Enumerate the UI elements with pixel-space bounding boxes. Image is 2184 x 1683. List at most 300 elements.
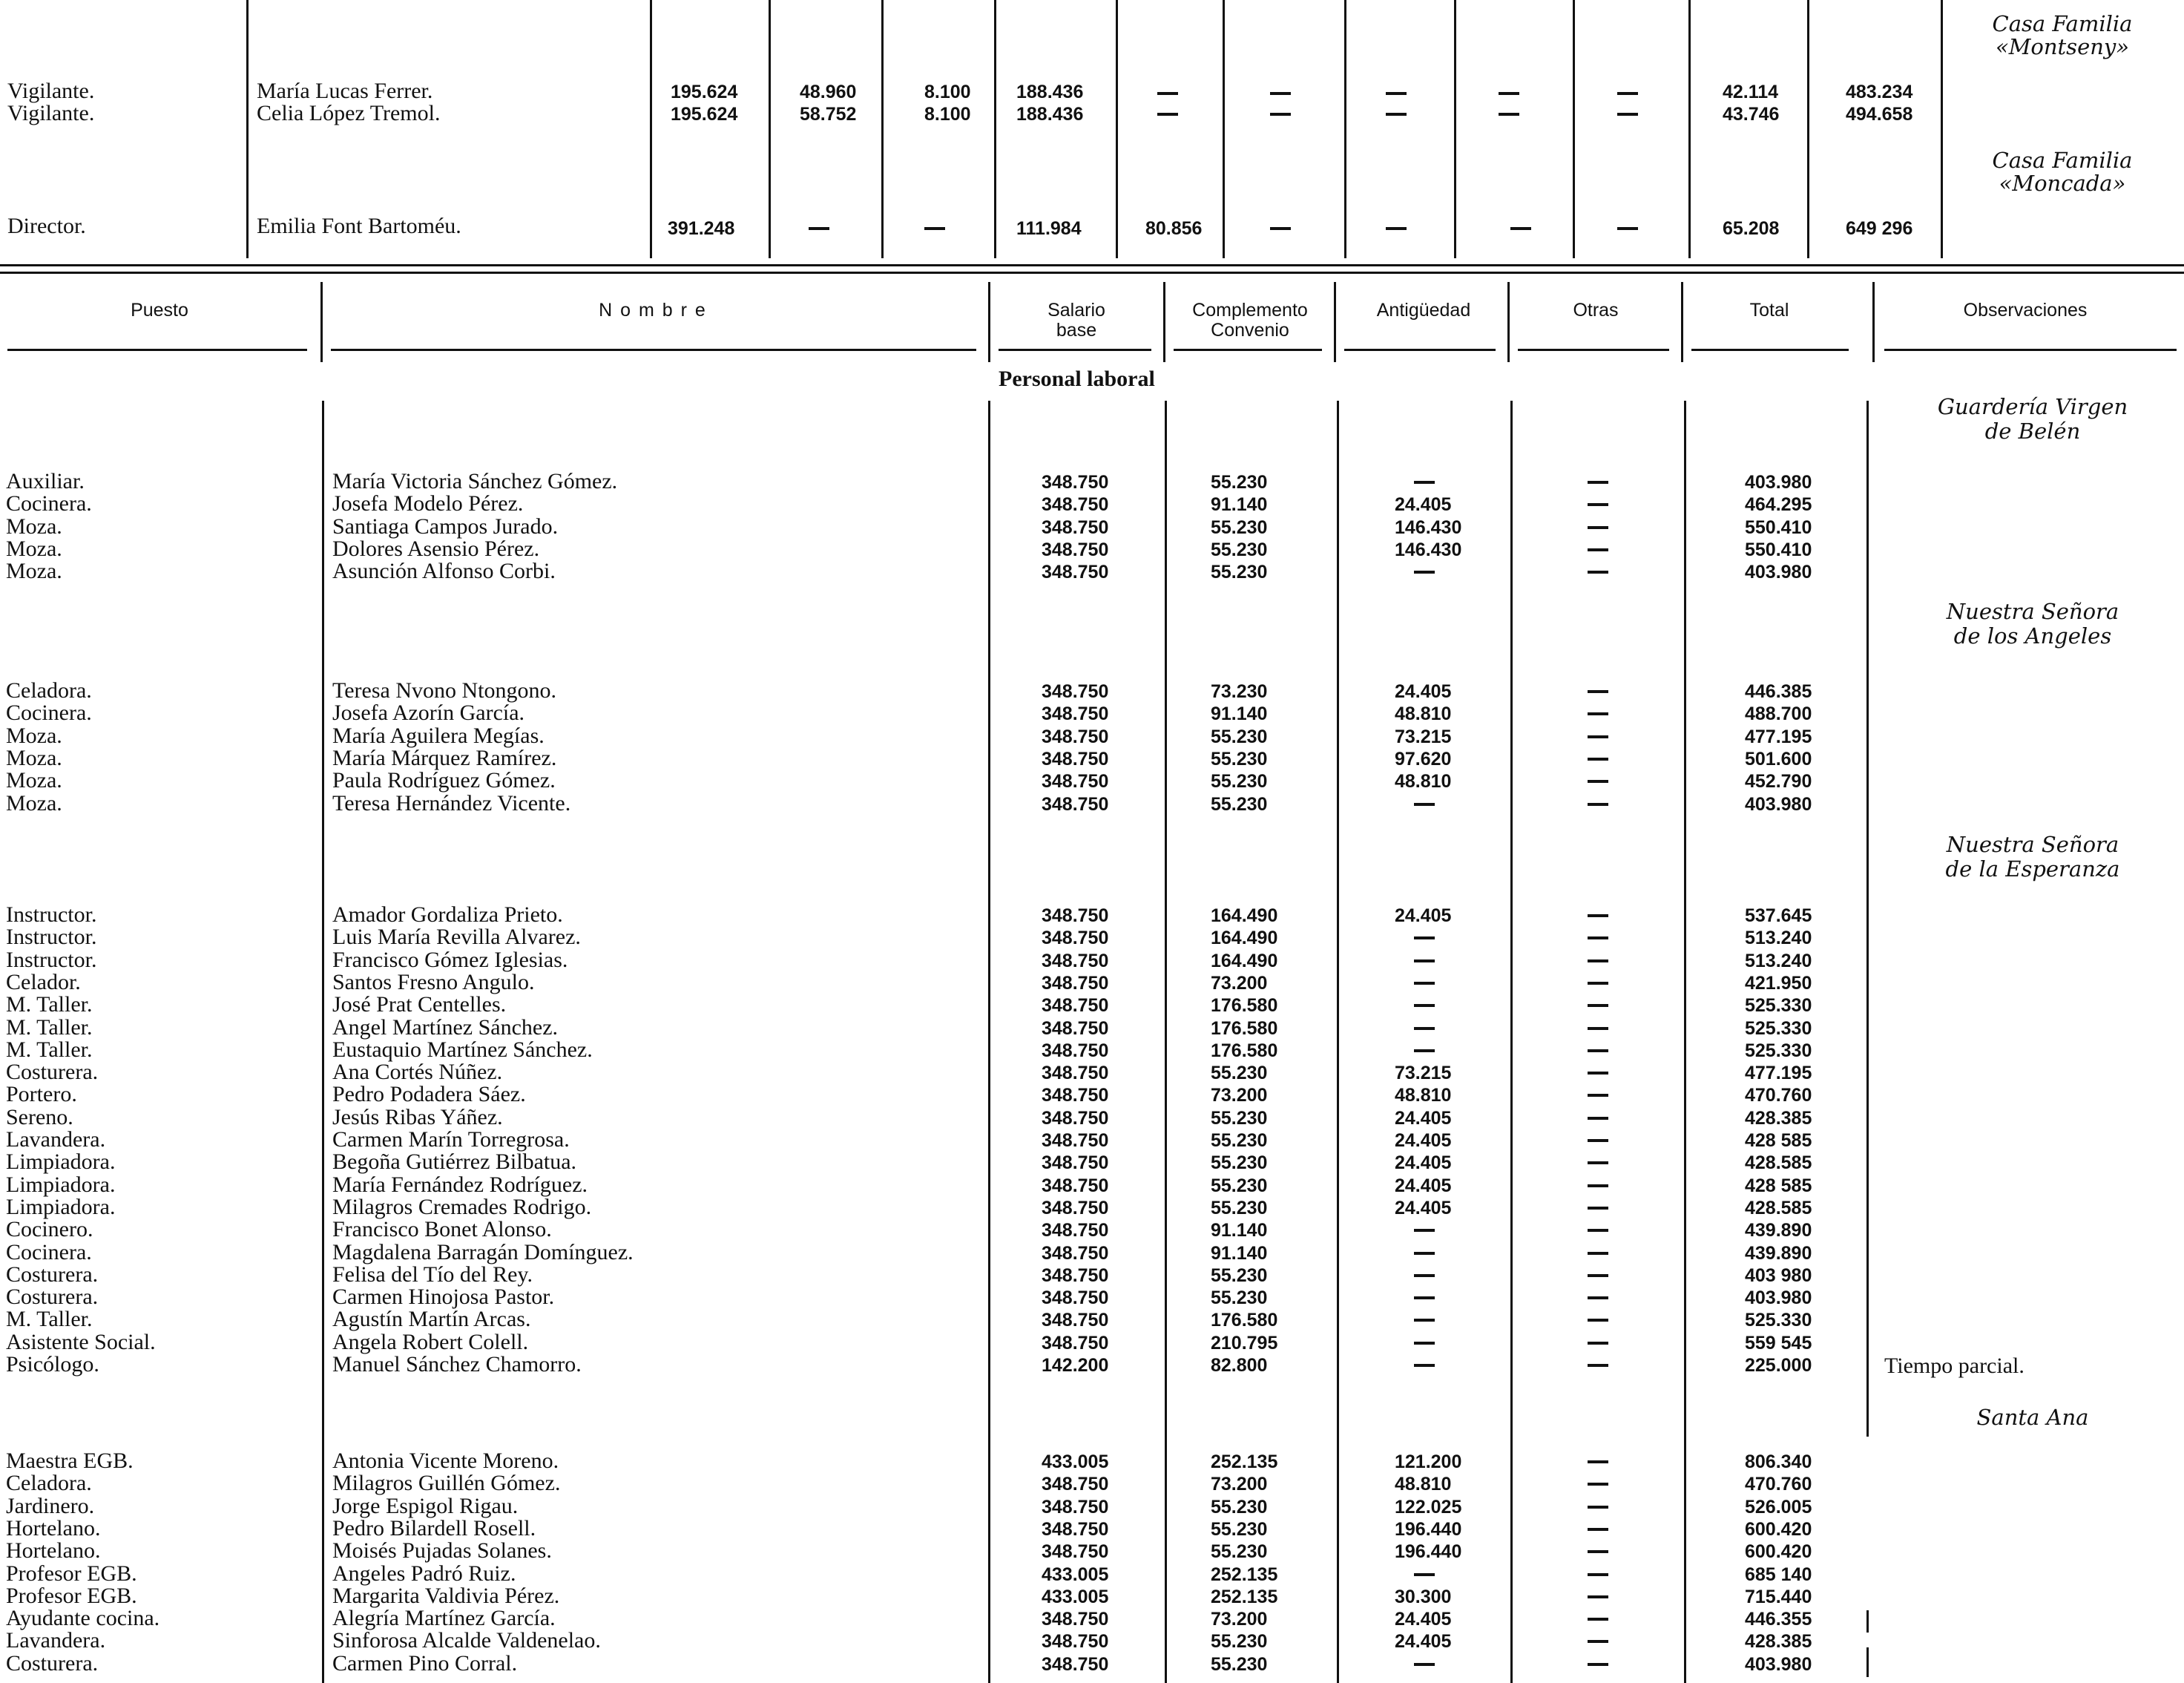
body-col-rule: [1866, 1647, 1869, 1677]
cell-antiguedad: 24.405: [1395, 494, 1452, 516]
cell-otras: [1588, 1474, 1606, 1492]
cell-otras: [1588, 472, 1606, 491]
cell-otras: [1588, 539, 1606, 558]
top-nombre: María Lucas Ferrer.: [257, 79, 433, 103]
header-otras: Otras: [1573, 300, 1619, 321]
cell-salario: 348.750: [1042, 1287, 1109, 1309]
cell-complemento: 55.230: [1211, 1130, 1268, 1151]
cell-puesto: Moza.: [6, 790, 62, 816]
cell-salario: 348.750: [1042, 995, 1109, 1017]
header-col-rule: [1872, 282, 1875, 362]
cell-otras: [1588, 995, 1606, 1014]
cell-total: 600.420: [1745, 1541, 1812, 1563]
cell-salario: 433.005: [1042, 1451, 1109, 1472]
top-col-rule: [650, 0, 652, 258]
cell-complemento: 91.140: [1211, 703, 1268, 725]
cell-antiguedad: [1414, 1333, 1433, 1351]
cell-nombre: Luis María Revilla Alvarez.: [332, 925, 581, 950]
cell-total: 428.585: [1745, 1152, 1812, 1174]
top-value: 111.984: [1016, 218, 1082, 239]
top-value: 48.960: [800, 82, 857, 102]
cell-total: 403.980: [1745, 793, 1812, 815]
dash-mark: [1499, 92, 1519, 95]
cell-puesto: Lavandera.: [6, 1127, 106, 1152]
cell-puesto: Ayudante cocina.: [6, 1606, 160, 1631]
top-col-rule: [1807, 0, 1809, 258]
center-name: [1899, 396, 2166, 442]
cell-total: 501.600: [1745, 748, 1812, 770]
top-value: 494.658: [1846, 104, 1913, 125]
header-col-rule: [988, 282, 990, 362]
cell-salario: 348.750: [1042, 1496, 1109, 1518]
cell-salario: 348.750: [1042, 1541, 1109, 1563]
top-col-rule: [1573, 0, 1575, 258]
cell-puesto: Profesor EGB.: [6, 1583, 137, 1608]
cell-nombre: Moisés Pujadas Solanes.: [332, 1538, 552, 1564]
dash-mark: [1270, 227, 1291, 230]
cell-otras: [1588, 1609, 1606, 1627]
cell-nombre: Jorge Espigol Rigau.: [332, 1493, 519, 1518]
center-name-line: de los Angeles: [1953, 623, 2112, 649]
cell-complemento: 55.230: [1211, 1287, 1268, 1309]
cell-puesto: Portero.: [6, 1082, 77, 1107]
cell-antiguedad: 24.405: [1395, 905, 1452, 926]
cell-puesto: Instructor.: [6, 925, 97, 950]
dash-mark: [1386, 92, 1407, 95]
cell-otras: [1588, 1085, 1606, 1103]
cell-otras: [1588, 1541, 1606, 1560]
cell-salario: 348.750: [1042, 1107, 1109, 1129]
top-value: 391.248: [668, 218, 735, 239]
header-antiguedad: Antigüedad: [1376, 300, 1471, 321]
cell-complemento: 73.200: [1211, 972, 1268, 994]
cell-puesto: Moza.: [6, 514, 62, 539]
cell-total: 559 545: [1745, 1332, 1812, 1354]
cell-salario: 348.750: [1042, 1040, 1109, 1061]
cell-salario: 348.750: [1042, 1310, 1109, 1331]
cell-antiguedad: 146.430: [1395, 539, 1462, 560]
cell-salario: 348.750: [1042, 1063, 1109, 1084]
cell-puesto: Celador.: [6, 969, 81, 994]
dash-mark: [1270, 113, 1291, 116]
center-name-line: «Montseny»: [1995, 34, 2130, 59]
cell-total: 428 585: [1745, 1175, 1812, 1196]
cell-otras: [1588, 1198, 1606, 1216]
cell-antiguedad: [1414, 1220, 1433, 1239]
cell-nombre: Josefa Azorín García.: [332, 701, 525, 726]
cell-puesto: Instructor.: [6, 947, 97, 972]
cell-complemento: 55.230: [1211, 1541, 1268, 1563]
cell-antiguedad: 24.405: [1395, 1197, 1452, 1218]
cell-salario: 348.750: [1042, 1653, 1109, 1675]
cell-salario: 348.750: [1042, 972, 1109, 994]
top-col-rule: [1941, 0, 1943, 258]
cell-nombre: Antonia Vicente Moreno.: [332, 1449, 559, 1473]
cell-nombre: Milagros Cremades Rodrigo.: [332, 1194, 592, 1219]
cell-nombre: Pedro Podadera Sáez.: [332, 1082, 526, 1107]
dash-mark: [1270, 92, 1291, 95]
cell-complemento: 73.200: [1211, 1474, 1268, 1495]
body-col-rule: [1866, 401, 1869, 1437]
cell-total: 403.980: [1745, 1287, 1812, 1309]
cell-salario: 348.750: [1042, 681, 1109, 702]
cell-nombre: María Fernández Rodríguez.: [332, 1172, 588, 1197]
cell-salario: 348.750: [1042, 1242, 1109, 1264]
header-underline: [1691, 349, 1849, 351]
cell-salario: 348.750: [1042, 562, 1109, 583]
cell-salario: 348.750: [1042, 1332, 1109, 1354]
top-col-rule: [246, 0, 249, 258]
cell-salario: 348.750: [1042, 703, 1109, 725]
cell-otras: [1588, 1287, 1606, 1306]
cell-nombre: Begoña Gutiérrez Bilbatua.: [332, 1149, 577, 1175]
cell-antiguedad: 73.215: [1395, 1063, 1452, 1084]
header-col-rule: [1681, 282, 1683, 362]
cell-total: 525.330: [1745, 1017, 1812, 1039]
cell-total: 513.240: [1745, 950, 1812, 971]
cell-antiguedad: [1414, 973, 1433, 991]
cell-antiguedad: 97.620: [1395, 748, 1452, 770]
body-col-rule: [1684, 401, 1686, 1683]
cell-puesto: Cocinera.: [6, 1239, 92, 1264]
cell-otras: [1588, 517, 1606, 536]
cell-salario: 348.750: [1042, 494, 1109, 516]
header-underline: [7, 349, 307, 351]
top-value: 188.436: [1016, 82, 1084, 102]
cell-complemento: 164.490: [1211, 928, 1278, 949]
cell-otras: [1588, 749, 1606, 767]
header-col-rule: [1163, 282, 1165, 362]
top-value: 195.624: [671, 104, 738, 125]
cell-complemento: 252.135: [1211, 1451, 1278, 1472]
cell-total: 477.195: [1745, 1063, 1812, 1084]
top-value: 8.100: [924, 104, 971, 125]
cell-complemento: 164.490: [1211, 905, 1278, 926]
cell-antiguedad: 24.405: [1395, 1107, 1452, 1129]
cell-salario: 348.750: [1042, 1130, 1109, 1151]
cell-total: 685 140: [1745, 1564, 1812, 1585]
top-value: 43.746: [1723, 104, 1780, 125]
top-col-rule: [769, 0, 771, 258]
cell-nombre: Santiaga Campos Jurado.: [332, 514, 559, 539]
cell-total: 470.760: [1745, 1474, 1812, 1495]
header-col-rule: [320, 282, 323, 362]
cell-complemento: 55.230: [1211, 539, 1268, 560]
cell-puesto: M. Taller.: [6, 992, 93, 1017]
center-name: [1951, 13, 2174, 58]
cell-nombre: Milagros Guillén Gómez.: [332, 1471, 561, 1496]
cell-salario: 348.750: [1042, 1518, 1109, 1540]
cell-salario: 348.750: [1042, 1152, 1109, 1174]
cell-complemento: 55.230: [1211, 1264, 1268, 1286]
top-value: 8.100: [924, 82, 971, 102]
cell-nombre: Asunción Alfonso Corbi.: [332, 559, 556, 584]
cell-otras: [1588, 1519, 1606, 1538]
cell-otras: [1588, 905, 1606, 924]
cell-puesto: M. Taller.: [6, 1014, 93, 1040]
cell-puesto: Moza.: [6, 745, 62, 770]
cell-complemento: 210.795: [1211, 1332, 1278, 1354]
cell-total: 550.410: [1745, 516, 1812, 538]
cell-nombre: Francisco Gómez Iglesias.: [332, 947, 568, 972]
cell-otras: [1588, 1654, 1606, 1673]
cell-total: 806.340: [1745, 1451, 1812, 1472]
header-underline: [1174, 349, 1322, 351]
body-col-rule: [1510, 401, 1513, 1683]
cell-antiguedad: [1414, 1040, 1433, 1059]
cell-antiguedad: [1414, 794, 1433, 813]
cell-antiguedad: 24.405: [1395, 1175, 1452, 1196]
cell-complemento: 55.230: [1211, 1152, 1268, 1174]
top-col-rule: [1454, 0, 1456, 258]
cell-antiguedad: 24.405: [1395, 1152, 1452, 1174]
dash-mark: [809, 227, 829, 230]
header-salario-line: base: [1056, 320, 1097, 341]
top-value: 80.856: [1145, 218, 1203, 239]
cell-antiguedad: 24.405: [1395, 1631, 1452, 1653]
cell-salario: 348.750: [1042, 1085, 1109, 1106]
cell-total: 403.980: [1745, 1653, 1812, 1675]
cell-complemento: 176.580: [1211, 1040, 1278, 1061]
dash-mark: [1617, 92, 1638, 95]
cell-puesto: Hortelano.: [6, 1515, 101, 1541]
top-col-rule: [1223, 0, 1225, 258]
cell-otras: [1588, 1152, 1606, 1171]
cell-antiguedad: 146.430: [1395, 516, 1462, 538]
cell-nombre: Angela Robert Colell.: [332, 1329, 529, 1354]
cell-total: 715.440: [1745, 1586, 1812, 1607]
cell-complemento: 55.230: [1211, 1631, 1268, 1653]
cell-antiguedad: [1414, 1287, 1433, 1306]
cell-nombre: María Victoria Sánchez Gómez.: [332, 469, 618, 493]
cell-salario: 348.750: [1042, 928, 1109, 949]
header-nombre: N o m b r e: [599, 300, 707, 321]
top-value: 188.436: [1016, 104, 1084, 125]
cell-otras: [1588, 1265, 1606, 1284]
cell-total: 526.005: [1745, 1496, 1812, 1518]
cell-puesto: Limpiadora.: [6, 1194, 116, 1219]
cell-complemento: 55.230: [1211, 1107, 1268, 1129]
cell-nombre: Carmen Marín Torregrosa.: [332, 1127, 570, 1152]
center-name-line: Casa Familia: [1992, 11, 2133, 36]
cell-otras: [1588, 771, 1606, 790]
top-value: 65.208: [1723, 218, 1780, 239]
top-col-rule: [1344, 0, 1346, 258]
cell-otras: [1588, 726, 1606, 745]
cell-total: 446.355: [1745, 1609, 1812, 1630]
cell-salario: 348.750: [1042, 1220, 1109, 1241]
cell-antiguedad: 48.810: [1395, 1474, 1452, 1495]
cell-nombre: Francisco Bonet Alonso.: [332, 1217, 552, 1242]
cell-otras: [1588, 1497, 1606, 1515]
cell-puesto: Cocinero.: [6, 1217, 93, 1242]
cell-salario: 348.750: [1042, 516, 1109, 538]
cell-salario: 348.750: [1042, 1609, 1109, 1630]
cell-complemento: 82.800: [1211, 1355, 1268, 1376]
center-name-line: Nuestra Señora: [1946, 599, 2119, 624]
cell-salario: 348.750: [1042, 726, 1109, 747]
cell-antiguedad: [1414, 472, 1433, 491]
cell-nombre: Paula Rodríguez Gómez.: [332, 768, 556, 793]
cell-otras: [1588, 1355, 1606, 1374]
cell-salario: 348.750: [1042, 1264, 1109, 1286]
cell-puesto: Moza.: [6, 536, 62, 561]
cell-total: 428 585: [1745, 1130, 1812, 1151]
cell-puesto: M. Taller.: [6, 1037, 93, 1062]
cell-total: 439.890: [1745, 1220, 1812, 1241]
cell-puesto: Cocinera.: [6, 491, 92, 516]
center-name-line: Guardería Virgen: [1937, 394, 2128, 419]
cell-nombre: Magdalena Barragán Domínguez.: [332, 1239, 634, 1264]
cell-puesto: Celadora.: [6, 678, 92, 703]
cell-salario: 348.750: [1042, 1197, 1109, 1218]
cell-otras: [1588, 1333, 1606, 1351]
dash-mark: [1499, 113, 1519, 116]
header-complemento-line: Convenio: [1211, 320, 1289, 341]
header-complemento: [1165, 301, 1335, 340]
cell-otras: [1588, 1108, 1606, 1126]
cell-total: 403 980: [1745, 1264, 1812, 1286]
cell-otras: [1588, 951, 1606, 969]
cell-total: 537.645: [1745, 905, 1812, 926]
cell-puesto: Moza.: [6, 559, 62, 584]
cell-nombre: Carmen Hinojosa Pastor.: [332, 1285, 555, 1310]
cell-otras: [1588, 794, 1606, 813]
cell-antiguedad: [1414, 995, 1433, 1014]
header-observaciones: Observaciones: [1963, 300, 2088, 321]
cell-antiguedad: [1414, 562, 1433, 580]
header-salario-line: Salario: [1047, 300, 1105, 321]
cell-otras: [1588, 562, 1606, 580]
dash-mark: [1617, 113, 1638, 116]
cell-nombre: Amador Gordaliza Prieto.: [332, 902, 563, 927]
top-col-rule: [1688, 0, 1691, 258]
header-complemento-line: Complemento: [1192, 300, 1308, 321]
cell-puesto: M. Taller.: [6, 1307, 93, 1332]
cell-complemento: 55.230: [1211, 793, 1268, 815]
body-col-rule: [1337, 401, 1339, 1683]
dash-mark: [1157, 113, 1178, 116]
header-underline: [1344, 349, 1496, 351]
cell-complemento: 73.200: [1211, 1085, 1268, 1106]
cell-puesto: Profesor EGB.: [6, 1561, 137, 1586]
cell-salario: 348.750: [1042, 950, 1109, 971]
top-col-rule: [881, 0, 884, 258]
header-underline: [331, 349, 976, 351]
cell-antiguedad: [1414, 1355, 1433, 1374]
cell-antiguedad: 48.810: [1395, 1085, 1452, 1106]
cell-antiguedad: [1414, 1018, 1433, 1037]
cell-puesto: Limpiadora.: [6, 1149, 116, 1175]
top-col-rule: [1116, 0, 1118, 258]
cell-puesto: Maestra EGB.: [6, 1449, 134, 1473]
cell-observaciones: Tiempo parcial.: [1884, 1354, 2025, 1378]
cell-total: 600.420: [1745, 1518, 1812, 1540]
header-salario: [991, 301, 1162, 340]
cell-antiguedad: 48.810: [1395, 771, 1452, 793]
header-underline: [1884, 349, 2177, 351]
dash-mark: [1386, 227, 1407, 230]
dash-mark: [1510, 227, 1531, 230]
cell-puesto: Costurera.: [6, 1285, 99, 1310]
header-total: Total: [1749, 300, 1789, 321]
cell-antiguedad: [1414, 928, 1433, 946]
cell-otras: [1588, 1063, 1606, 1081]
cell-nombre: Alegría Martínez García.: [332, 1606, 556, 1631]
cell-puesto: Costurera.: [6, 1262, 99, 1287]
dash-mark: [1386, 113, 1407, 116]
cell-antiguedad: [1414, 951, 1433, 969]
cell-complemento: 73.230: [1211, 681, 1268, 702]
body-col-rule: [322, 401, 324, 1683]
top-puesto: Director.: [7, 214, 86, 238]
cell-total: 513.240: [1745, 928, 1812, 949]
cell-otras: [1588, 973, 1606, 991]
cell-nombre: Felisa del Tío del Rey.: [332, 1262, 533, 1287]
cell-total: 525.330: [1745, 1310, 1812, 1331]
cell-puesto: Lavandera.: [6, 1628, 106, 1653]
cell-salario: 348.750: [1042, 748, 1109, 770]
cell-complemento: 55.230: [1211, 1197, 1268, 1218]
cell-nombre: Jesús Ribas Yáñez.: [332, 1104, 503, 1129]
cell-salario: 348.750: [1042, 1631, 1109, 1653]
cell-nombre: Teresa Hernández Vicente.: [332, 790, 571, 816]
cell-antiguedad: [1414, 1265, 1433, 1284]
cell-otras: [1588, 1175, 1606, 1194]
cell-total: 488.700: [1745, 703, 1812, 725]
cell-antiguedad: 121.200: [1395, 1451, 1462, 1472]
cell-nombre: Josefa Modelo Pérez.: [332, 491, 524, 516]
cell-puesto: Auxiliar.: [6, 469, 85, 493]
center-name-line: Santa Ana: [1976, 1405, 2089, 1430]
cell-complemento: 176.580: [1211, 1310, 1278, 1331]
cell-total: 403.980: [1745, 562, 1812, 583]
cell-total: 225.000: [1745, 1355, 1812, 1376]
cell-complemento: 55.230: [1211, 472, 1268, 493]
top-nombre: Emilia Font Bartoméu.: [257, 214, 461, 238]
cell-complemento: 91.140: [1211, 1220, 1268, 1241]
cell-nombre: Eustaquio Martínez Sánchez.: [332, 1037, 593, 1062]
cell-salario: 348.750: [1042, 793, 1109, 815]
cell-total: 403.980: [1745, 472, 1812, 493]
cell-complemento: 55.230: [1211, 1063, 1268, 1084]
cell-otras: [1588, 1040, 1606, 1059]
cell-complemento: 91.140: [1211, 1242, 1268, 1264]
center-name: [1899, 1407, 2166, 1428]
cell-salario: 348.750: [1042, 771, 1109, 793]
cell-complemento: 55.230: [1211, 1175, 1268, 1196]
top-value: 649 296: [1846, 218, 1913, 239]
cell-complemento: 55.230: [1211, 516, 1268, 538]
cell-otras: [1588, 1564, 1606, 1583]
top-puesto: Vigilante.: [7, 79, 95, 103]
cell-puesto: Cocinera.: [6, 701, 92, 726]
dash-mark: [1157, 92, 1178, 95]
cell-salario: 348.750: [1042, 1474, 1109, 1495]
center-name-line: de la Esperanza: [1945, 856, 2120, 882]
cell-nombre: Agustín Martín Arcas.: [332, 1307, 531, 1332]
cell-total: 464.295: [1745, 494, 1812, 516]
cell-otras: [1588, 1310, 1606, 1328]
cell-puesto: Asistente Social.: [6, 1329, 156, 1354]
cell-complemento: 55.230: [1211, 1653, 1268, 1675]
cell-salario: 348.750: [1042, 905, 1109, 926]
top-nombre: Celia López Tremol.: [257, 101, 441, 125]
cell-puesto: Instructor.: [6, 902, 97, 927]
cell-salario: 433.005: [1042, 1564, 1109, 1585]
top-col-rule: [994, 0, 996, 258]
cell-puesto: Sereno.: [6, 1104, 73, 1129]
